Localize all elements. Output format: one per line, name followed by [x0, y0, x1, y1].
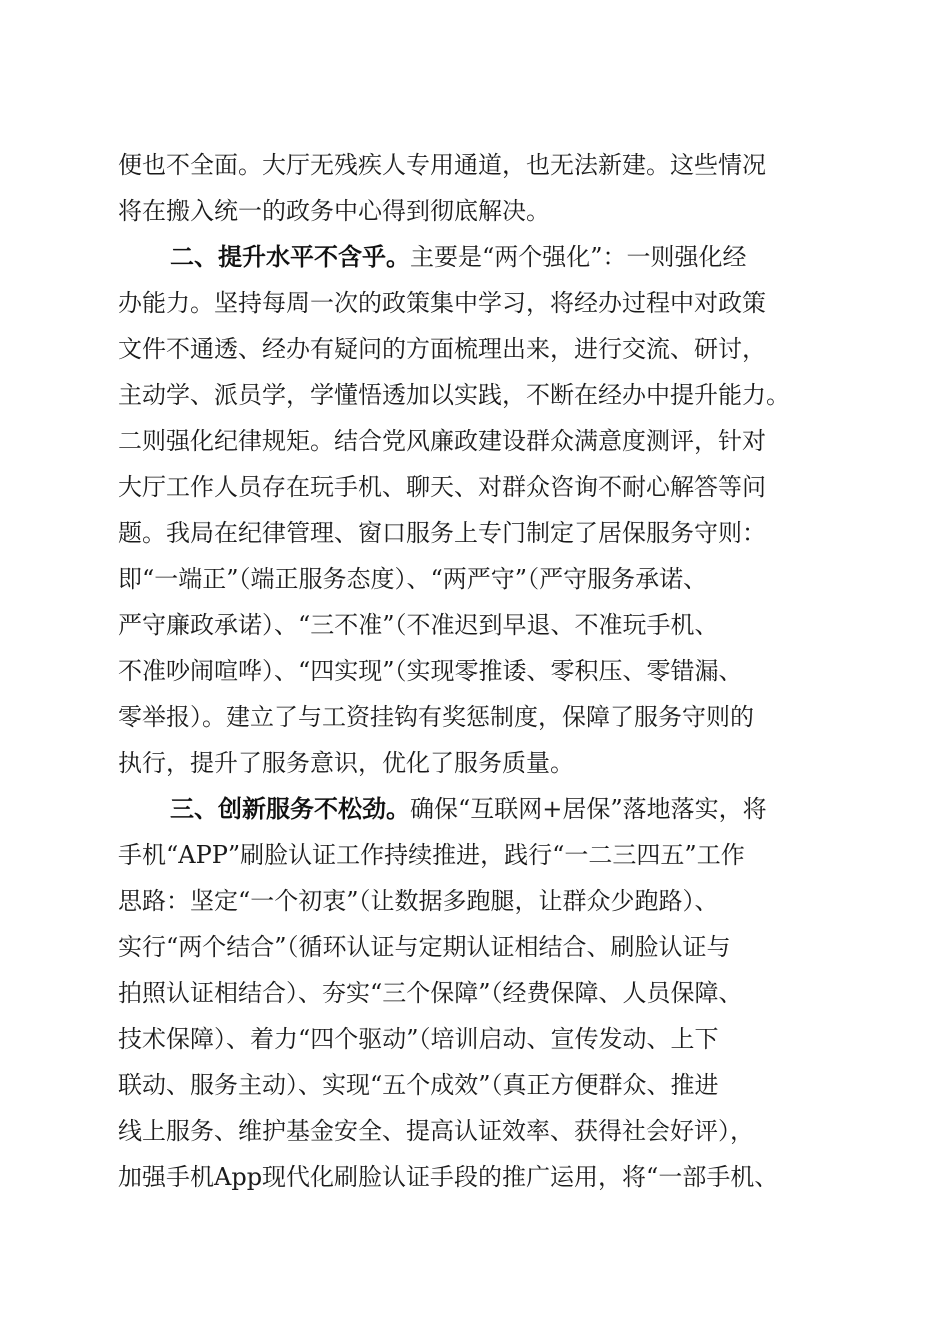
text-line: 二则强化纪律规矩。结合党风廉政建设群众满意度测评，针对 — [118, 427, 766, 455]
section-3-heading: 三、创新服务不松劲。 — [170, 795, 410, 823]
text-line: 文件不通透、经办有疑问的方面梳理出来，进行交流、研讨， — [118, 335, 766, 363]
text-line: 办能力。坚持每周一次的政策集中学习，将经办过程中对政策 — [118, 289, 766, 317]
text-line: 即“一端正”（端正服务态度）、“两严守”（严守服务承诺、 — [118, 565, 708, 593]
text-line: 技术保障）、着力“四个驱动”（培训启动、宣传发动、上下 — [118, 1025, 719, 1053]
text-line: 线上服务、维护基金安全、提高认证效率、获得社会好评）， — [118, 1117, 754, 1145]
document-body — [118, 142, 838, 1200]
text-line: 将在搬入统一的政务中心得到彻底解决。 — [118, 197, 550, 225]
text-line: 思路：坚定“一个初衷”（让数据多跑腿，让群众少跑路）、 — [118, 887, 719, 915]
section-3-lead: 确保“互联网+居保”落地落实，将 — [410, 795, 767, 823]
section-2-first-line — [118, 234, 838, 280]
text-line: 拍照认证相结合）、夯实“三个保障”（经费保障、人员保障、 — [118, 979, 743, 1007]
text-line: 联动、服务主动）、实现“五个成效”（真正方便群众、推进 — [118, 1071, 719, 1099]
text-line: 不准吵闹喧哗）、“四实现”（实现零推诿、零积压、零错漏、 — [118, 657, 743, 685]
section-3-first-line — [118, 786, 838, 832]
text-line: 加强手机App现代化刷脸认证手段的推广运用，将“一部手机、 — [118, 1163, 779, 1191]
text-line: 主动学、派员学，学懂悟透加以实践，不断在经办中提升能力。 — [118, 381, 790, 409]
text-line: 实行“两个结合”（循环认证与定期认证相结合、刷脸认证与 — [118, 933, 731, 961]
text-line: 严守廉政承诺）、“三不准”（不准迟到早退、不准玩手机、 — [118, 611, 719, 639]
text-line: 便也不全面。大厅无残疾人专用通道，也无法新建。这些情况 — [118, 151, 766, 179]
text-line: 题。我局在纪律管理、窗口服务上专门制定了居保服务守则： — [118, 519, 766, 547]
text-line: 零举报）。建立了与工资挂钩有奖惩制度，保障了服务守则的 — [118, 703, 754, 731]
text-line: 手机“APP”刷脸认证工作持续推进，践行“一二三四五”工作 — [118, 841, 745, 869]
text-line: 执行，提升了服务意识，优化了服务质量。 — [118, 749, 574, 777]
section-2-lead: 主要是“两个强化”：一则强化经 — [410, 243, 747, 271]
section-2-heading: 二、提升水平不含乎。 — [170, 243, 410, 271]
text-line: 大厅工作人员存在玩手机、聊天、对群众咨询不耐心解答等问 — [118, 473, 766, 501]
